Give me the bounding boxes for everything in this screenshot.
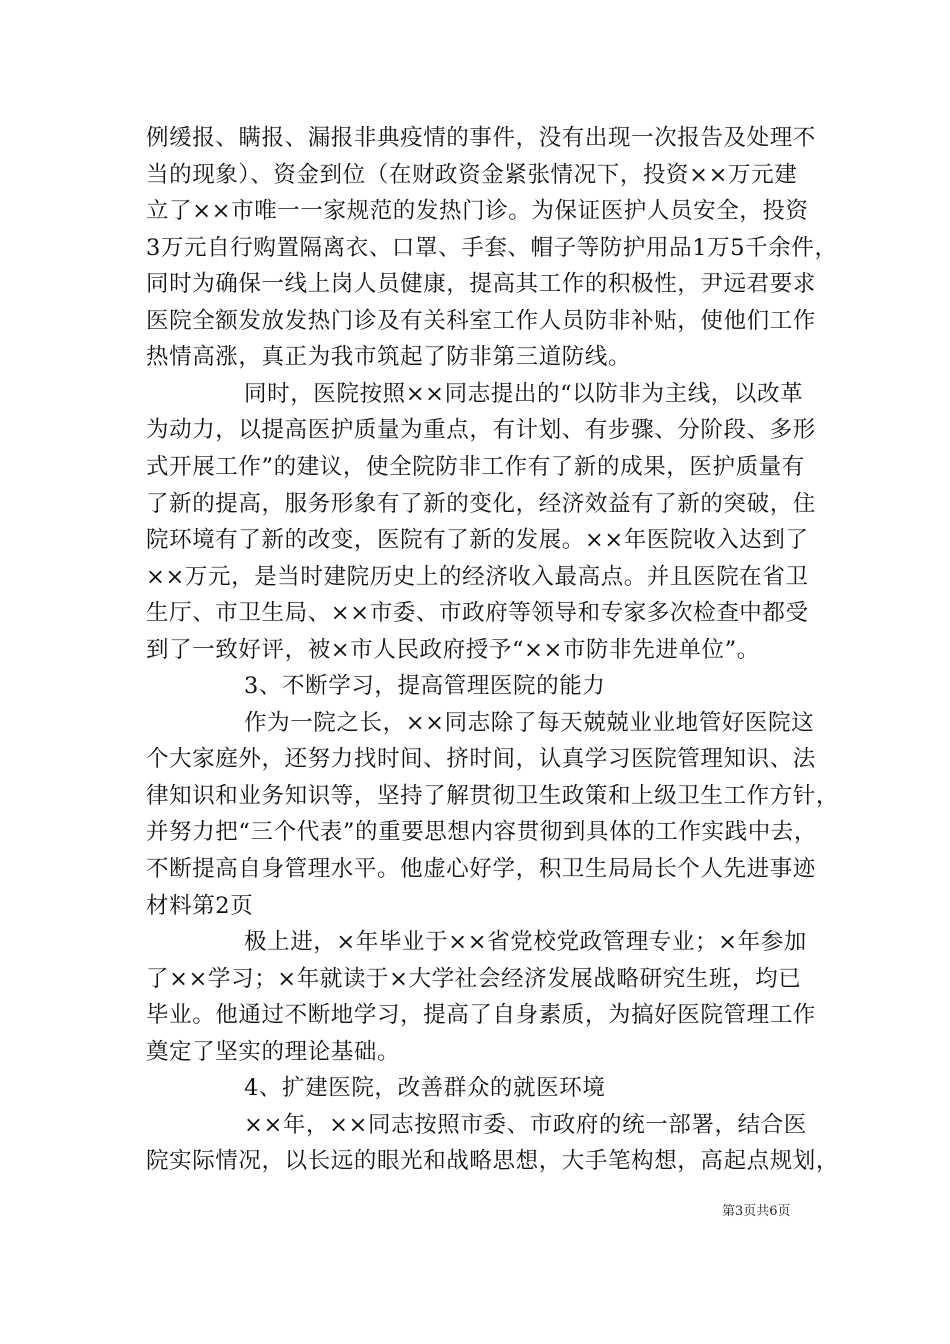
- section-heading: 3、不断学习，提高管理医院的能力: [244, 673, 606, 699]
- section-heading: 4、扩建医院，改善群众的就医环境: [244, 1075, 606, 1101]
- text-line: 律知识和业务知识等，坚持了解贯彻卫生政策和上级卫生工作方针，: [146, 783, 840, 809]
- text-line: 到了一致好评，被×市人民政府授予“××市防非先进单位”。: [146, 637, 760, 663]
- text-line: 热情高涨，真正为我市筑起了防非第三道防线。: [146, 344, 632, 370]
- paragraph-first-line: 同时，医院按照××同志提出的“以防非为主线，以改革: [244, 381, 804, 407]
- text-line: 毕业。他通过不断地学习，提高了自身素质，为搞好医院管理工作: [146, 1002, 816, 1028]
- text-line: 奠定了坚实的理论基础。: [146, 1039, 401, 1065]
- text-line: 院实际情况，以长远的眼光和战略思想，大手笔构想，高起点规划，: [146, 1148, 840, 1174]
- paragraph-first-line: ××年，××同志按照市委、市政府的统一部署，结合医: [244, 1112, 807, 1138]
- text-line: 式开展工作”的建议，使全院防非工作有了新的成果，医护质量有: [146, 454, 805, 480]
- paragraph-first-line: 作为一院之长，××同志除了每天兢兢业业地管好医院这: [244, 710, 815, 736]
- text-line: 例缓报、瞒报、漏报非典疫情的事件，没有出现一次报告及处理不: [146, 125, 816, 151]
- text-line: 了新的提高，服务形象有了新的变化，经济效益有了新的突破，住: [146, 491, 816, 517]
- text-line: 当的现象）、资金到位（在财政资金紧张情况下，投资××万元建: [146, 162, 798, 188]
- text-line: 生厅、市卫生局、××市委、市政府等领导和专家多次检查中都受: [146, 600, 809, 626]
- text-line: 为动力，以提高医护质量为重点，有计划、有步骤、分阶段、多形: [146, 417, 816, 443]
- text-line: 立了××市唯一一家规范的发热门诊。为保证医护人员安全，投资: [146, 198, 809, 224]
- text-line: 并努力把“三个代表”的重要思想内容贯彻到具体的工作实践中去，: [146, 819, 818, 845]
- paragraph-first-line: 极上进，×年毕业于××省党校党政管理专业；×年参加: [244, 929, 807, 955]
- text-line: 了××学习；×年就读于×大学社会经济发展战略研究生班，均已: [146, 966, 802, 992]
- text-line: 3万元自行购置隔离衣、口罩、手套、帽子等防护用品1万5千余件，: [146, 235, 838, 261]
- text-line: 材料第2页: [146, 893, 254, 919]
- text-line: ××万元，是当时建院历史上的经济收入最高点。并且医院在省卫: [146, 564, 809, 590]
- text-line: 不断提高自身管理水平。他虚心好学，积卫生局局长个人先进事迹: [146, 856, 816, 882]
- text-line: 个大家庭外，还努力找时间、挤时间，认真学习医院管理知识、法: [146, 746, 816, 772]
- text-line: 医院全额发放发热门诊及有关科室工作人员防非补贴，使他们工作: [146, 308, 816, 334]
- page-number: 第3页共6页: [722, 1204, 791, 1219]
- text-line: 同时为确保一线上岗人员健康，提高其工作的积极性，尹远君要求: [146, 271, 816, 297]
- text-line: 院环境有了新的改变，医院有了新的发展。××年医院收入达到了: [146, 527, 809, 553]
